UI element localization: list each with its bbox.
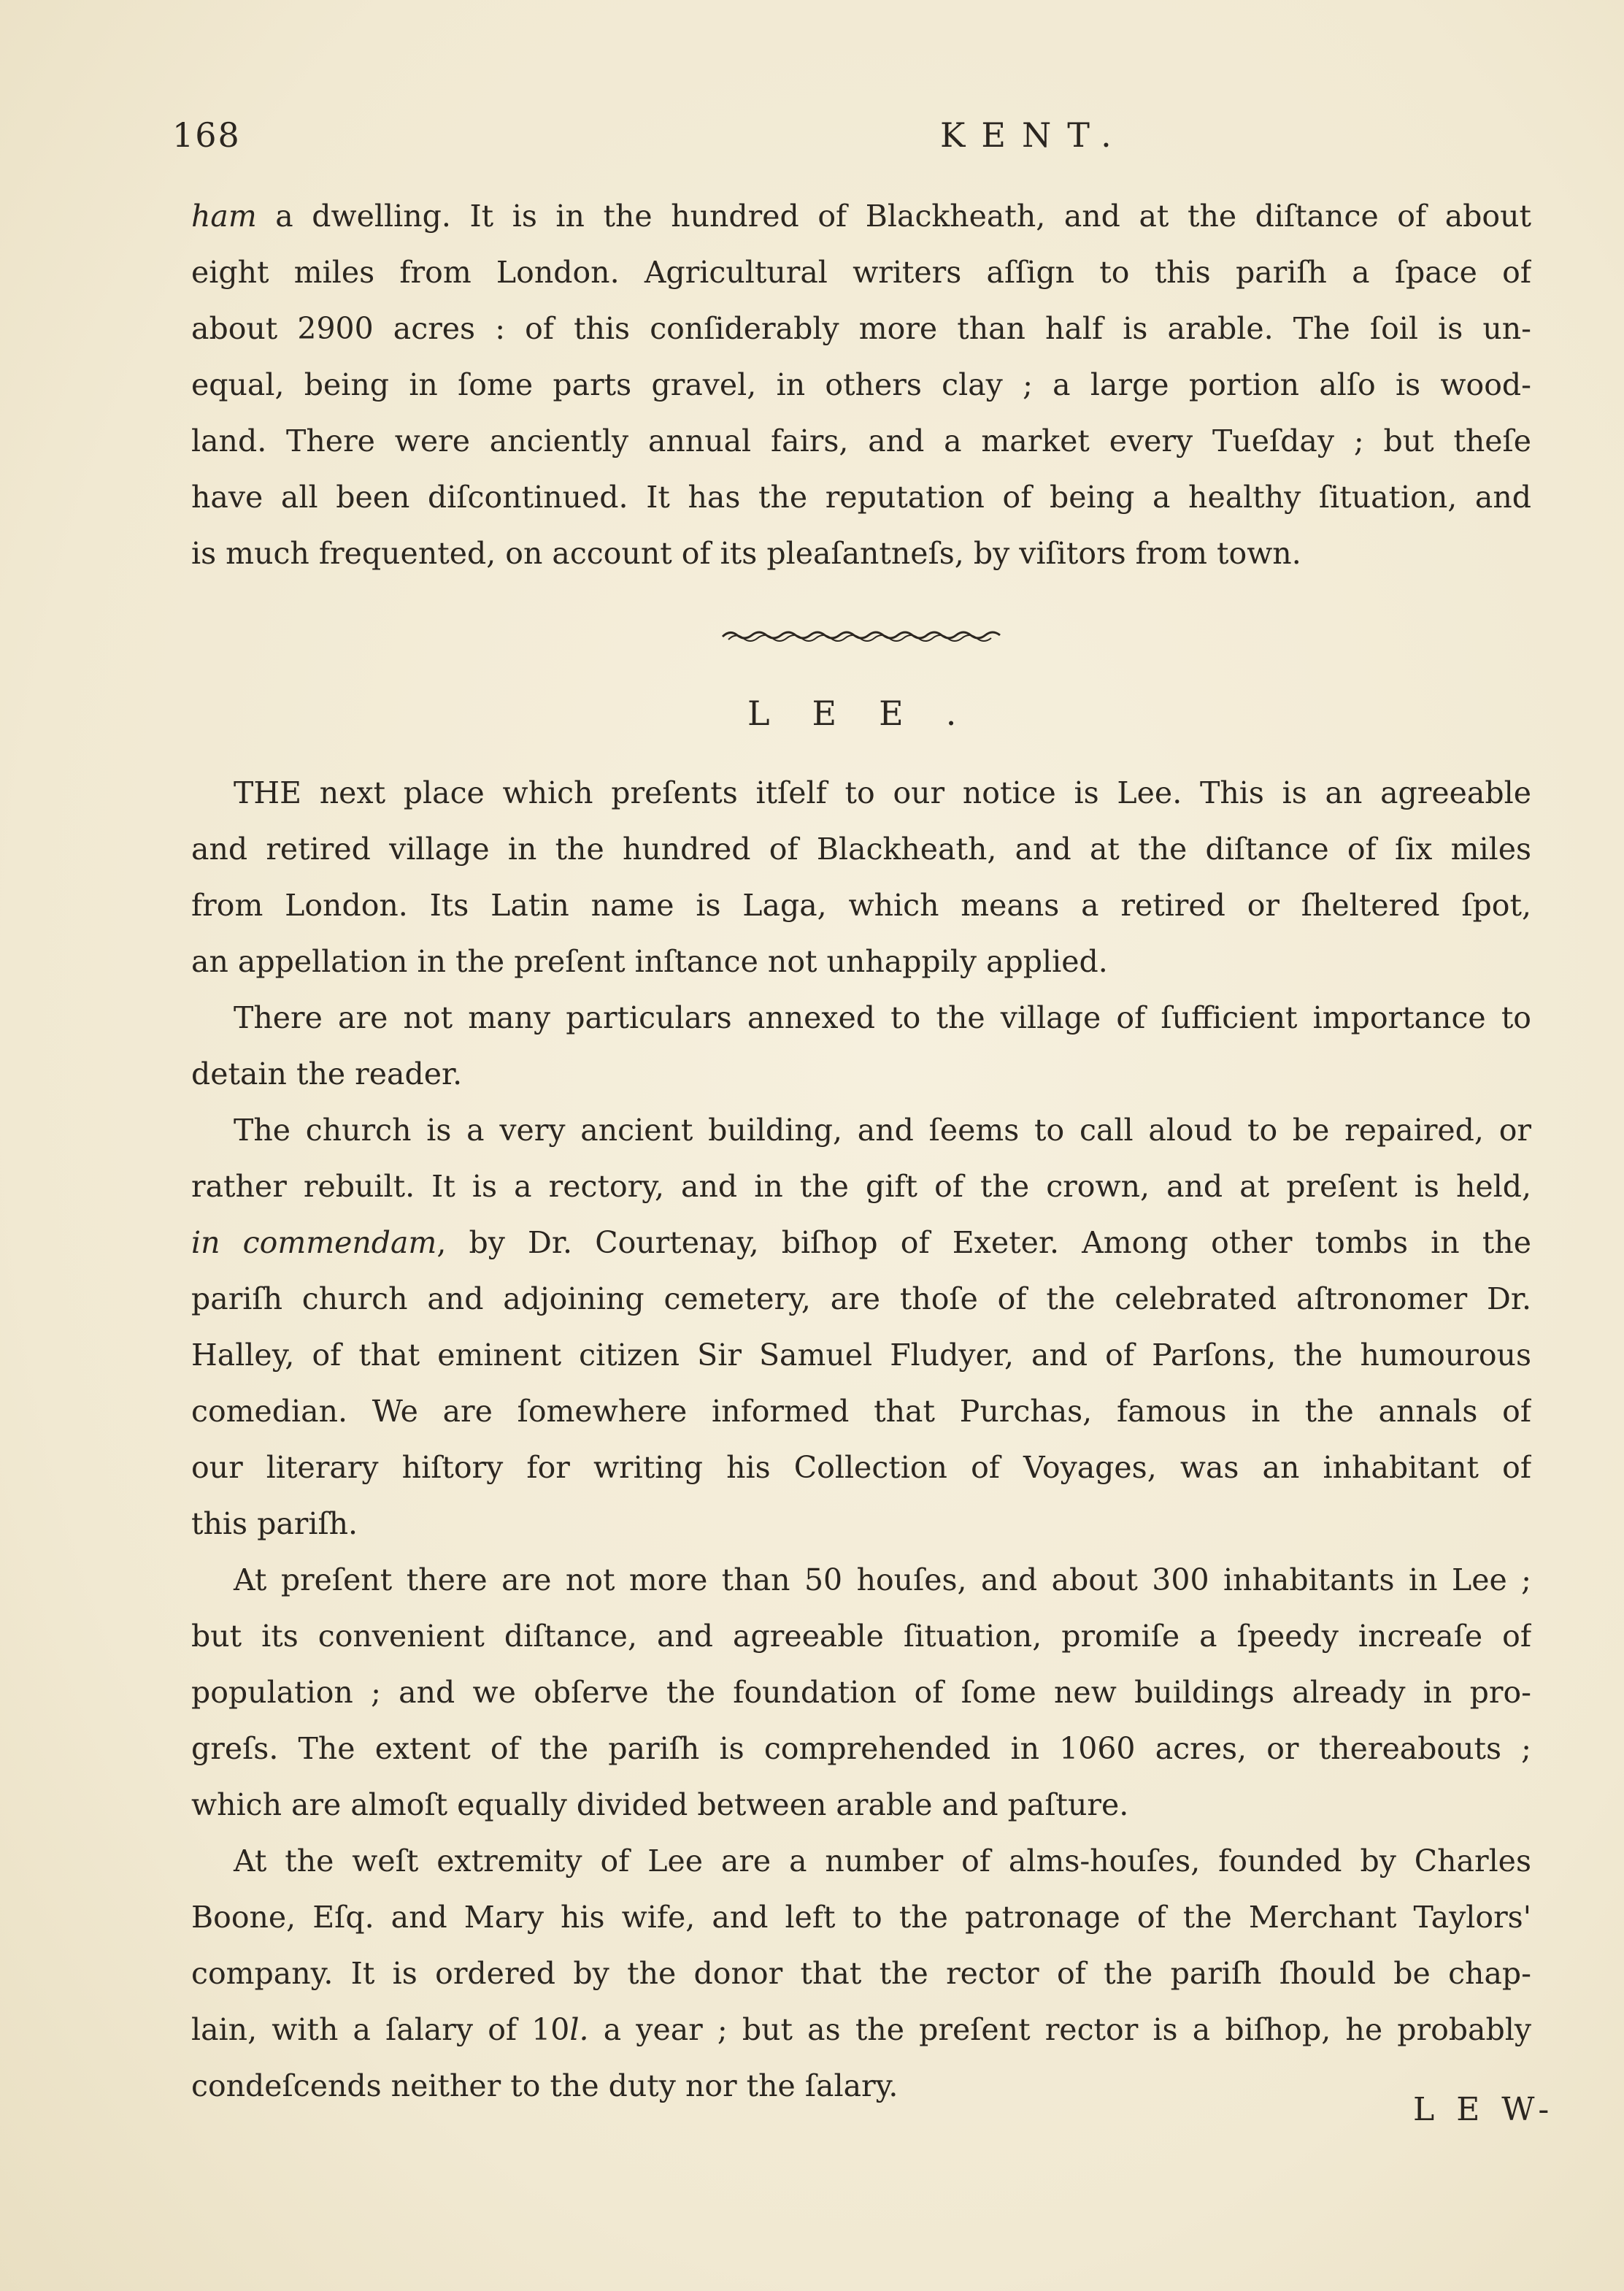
line-text: a dwelling. It is in the hundred of Blackheath, and at the diſtance of about (256, 199, 1531, 234)
line-text: an appellation in the preſent inſtance not unhappily applied. (191, 944, 1108, 979)
text-line (191, 301, 1531, 357)
line-text: lain, with a ſalary of 10 (191, 2012, 570, 2047)
text-line (191, 934, 1531, 990)
text-line (191, 1327, 1531, 1384)
page-header (172, 115, 1530, 159)
text-line (191, 765, 1531, 821)
line-text: rather rebuilt. It is a rectory, and in the gift of the crown, and at preſent is held, (191, 1169, 1531, 1204)
line-text: At preſent there are not more than 50 houſes, and about 300 inhabitants in Lee ; (234, 1562, 1531, 1597)
text-line (191, 1440, 1531, 1496)
line-text: our literary hiſtory for writing his Collection of Voyages, was an inhabitant of (191, 1450, 1531, 1485)
line-text: population ; and we obſerve the foundation of ſome new buildings already in pro- (191, 1675, 1531, 1710)
line-text: company. It is ordered by the donor that the rector of the pariſh ſhould be chap- (191, 1956, 1531, 1991)
text-line (191, 1102, 1531, 1159)
text-line (191, 1384, 1531, 1440)
text-line (191, 878, 1531, 934)
text-line (191, 1215, 1531, 1271)
top-text-block (191, 188, 1531, 582)
line-text: Boone, Eſq. and Mary his wife, and left to the patronage of the Merchant Taylors' (191, 1900, 1531, 1935)
text-line (191, 357, 1531, 413)
line-text: condeſcends neither to the duty nor the ſalary. (191, 2068, 898, 2103)
running-title: KENT. (940, 115, 1128, 155)
section-title: LEE. (747, 694, 999, 733)
line-text: about 2900 acres : of this conſiderably more than half is arable. The ſoil is un- (191, 311, 1531, 346)
text-line (191, 1889, 1531, 1946)
text-line (191, 1159, 1531, 1215)
page-number: 168 (172, 115, 241, 155)
body-text-block (191, 765, 1531, 2114)
italic-text: ham (191, 199, 257, 234)
line-text: eight miles from London. Agricultural writers aſſign to this pariſh a ſpace of (191, 255, 1531, 290)
line-text: but its convenient diſtance, and agreeable ſituation, promiſe a ſpeedy increaſe of (191, 1619, 1531, 1654)
text-line (191, 1608, 1531, 1665)
catchword: L E W- (1413, 2091, 1555, 2128)
line-text: The church is a very ancient building, and ſeems to call aloud to be repaired, or (234, 1113, 1531, 1148)
text-line (191, 1271, 1531, 1327)
text-line (191, 1552, 1531, 1608)
line-text: this pariſh. (191, 1506, 358, 1541)
line-text: pariſh church and adjoining cemetery, are thoſe of the celebrated aſtronomer Dr. (191, 1281, 1531, 1316)
line-text: At the weſt extremity of Lee are a number of alms-houſes, founded by Charles (234, 1843, 1531, 1879)
text-line (191, 2058, 1531, 2114)
line-text: have all been diſcontinued. It has the reputation of being a healthy ſituation, and (191, 480, 1531, 515)
line-text: greſs. The extent of the pariſh is comprehended in 1060 acres, or thereabouts ; (191, 1731, 1531, 1766)
text-line (191, 990, 1531, 1046)
text-line (191, 245, 1531, 301)
line-text: and retired village in the hundred of Blackheath, and at the diſtance of ſix miles (191, 832, 1531, 867)
text-line (191, 1777, 1531, 1833)
text-line (191, 1665, 1531, 1721)
line-text: is much frequented, on account of its pleaſantneſs, by viſitors from town. (191, 536, 1301, 571)
line-text: from London. Its Latin name is Laga, which means a retired or ſheltered ſpot, (191, 888, 1531, 923)
text-line (191, 469, 1531, 526)
text-line (191, 2002, 1531, 2058)
line-text: Halley, of that eminent citizen Sir Samuel Fludyer, and of Parſons, the humourous (191, 1338, 1531, 1373)
text-line (191, 1946, 1531, 2002)
text-line (191, 413, 1531, 469)
text-line (191, 188, 1531, 245)
line-text: There are not many particulars annexed to the village of ſufficient importance to (234, 1000, 1531, 1035)
text-line (191, 1721, 1531, 1777)
line-text: which are almoſt equally divided between arable and paſture. (191, 1787, 1129, 1822)
text-line (191, 1046, 1531, 1102)
line-text: comedian. We are ſomewhere informed that Purchas, famous in the annals of (191, 1394, 1531, 1429)
italic-text: in commendam (191, 1225, 437, 1260)
line-text: , by Dr. Courtenay, biſhop of Exeter. Among other tombs in the (436, 1225, 1531, 1260)
line-text: detain the reader. (191, 1056, 463, 1091)
line-text: a year ; but as the preſent rector is a biſhop, he probably (588, 2012, 1531, 2047)
ornament-divider (721, 626, 1006, 642)
line-text: land. There were anciently annual fairs, and a market every Tueſday ; but theſe (191, 423, 1531, 458)
text-line (191, 821, 1531, 878)
text-line (191, 526, 1531, 582)
line-text: THE next place which preſents itſelf to our notice is Lee. This is an agreeable (234, 775, 1531, 810)
text-line (191, 1833, 1531, 1889)
italic-text: l. (569, 2012, 589, 2047)
text-line (191, 1496, 1531, 1552)
line-text: equal, being in ſome parts gravel, in others clay ; a large portion alſo is wood- (191, 367, 1531, 402)
